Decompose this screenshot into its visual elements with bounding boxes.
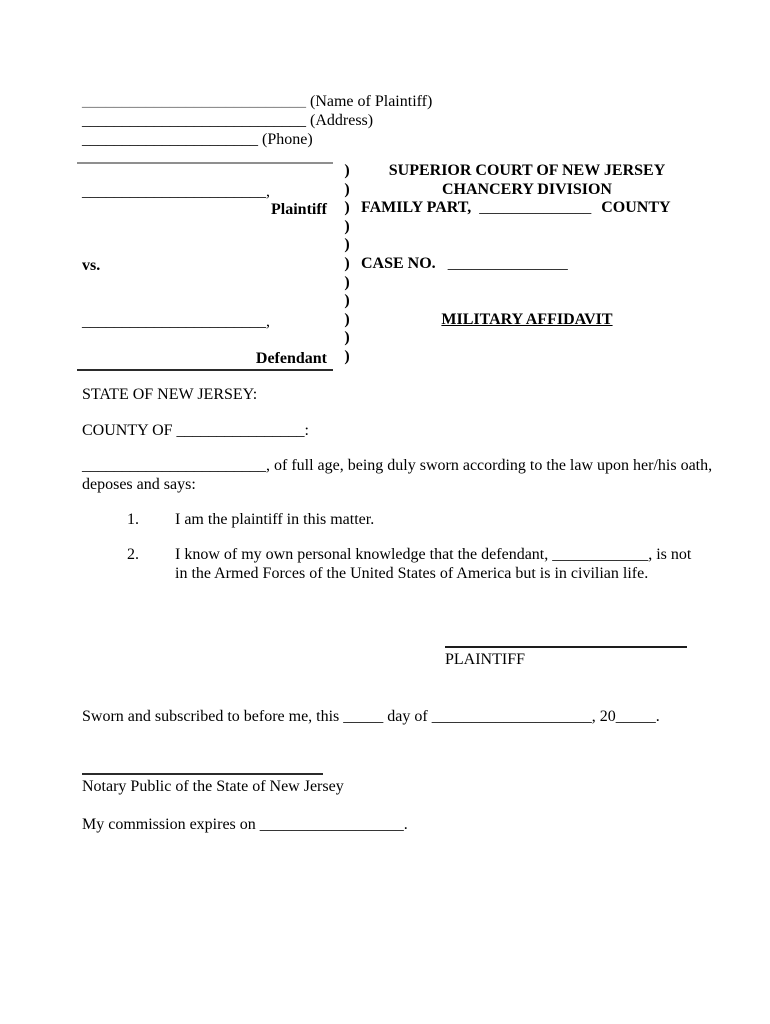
caption-right-spacer <box>361 348 693 367</box>
caption-right-spacer <box>361 218 693 237</box>
defendant-label: Defendant <box>255 349 327 367</box>
notary-title-line: Notary Public of the State of New Jersey <box>82 778 344 795</box>
oath-line-2: deposes and says: <box>82 475 196 493</box>
caption-parties-column <box>77 162 333 371</box>
caption-right-spacer <box>361 329 693 348</box>
caption-bracket: ) <box>344 347 350 365</box>
name-blank-line: ____________________________ <box>82 93 306 110</box>
caption-bracket: ) <box>344 236 350 254</box>
plaintiff-signature-block <box>445 646 687 669</box>
caption-bracket-column <box>333 162 361 371</box>
oath-paragraph <box>82 457 713 494</box>
caption-left-spacer <box>77 276 333 295</box>
county-blank-line: ______________ <box>479 199 592 217</box>
address-label: (Address) <box>310 112 374 129</box>
caption-right-spacer <box>361 274 693 293</box>
plaintiff-label: Plaintiff <box>271 201 327 219</box>
defendant-name-blank: _______________________, <box>82 312 270 330</box>
caption-bracket: ) <box>344 329 350 347</box>
phone-line <box>82 130 432 149</box>
phone-blank-line: ______________________ <box>82 131 258 148</box>
case-caption <box>77 162 693 371</box>
numbered-item-1 <box>82 511 694 530</box>
sworn-statement-line: Sworn and subscribed to before me, this _____ day of ____________________, 20_____. <box>82 708 660 725</box>
address-blank-line: ____________________________ <box>82 112 306 129</box>
commission-expiration-line: My commission expires on __________________. <box>82 815 408 833</box>
item-text <box>175 511 694 530</box>
caption-right-spacer <box>361 292 693 311</box>
caption-bracket: ) <box>344 254 350 272</box>
court-name: SUPERIOR COURT OF NEW JERSEY <box>388 162 666 179</box>
caption-left-spacer <box>77 238 333 257</box>
family-part-label: FAMILY PART, <box>361 199 472 217</box>
caption-bracket: ) <box>344 180 350 198</box>
plaintiff-name-blank: _______________________, <box>82 182 270 200</box>
caption-left-spacer <box>77 331 333 350</box>
oath-line-1: _______________________, of full age, being duly sworn according to the law upon her/his oath, <box>82 457 713 475</box>
item-text <box>175 546 694 583</box>
versus-label: vs. <box>82 256 101 274</box>
caption-left-spacer <box>77 294 333 313</box>
caption-bracket: ) <box>344 310 350 328</box>
case-no-label: CASE NO. <box>361 254 436 272</box>
address-line <box>82 111 432 130</box>
caption-bracket: ) <box>344 162 350 179</box>
name-of-plaintiff-line <box>82 92 432 111</box>
numbered-item-2 <box>82 546 694 583</box>
court-division: CHANCERY DIVISION <box>442 180 612 198</box>
item-1-line-1: I am the plaintiff in this matter. <box>175 511 375 529</box>
county-word: COUNTY <box>601 199 671 217</box>
caption-left-spacer <box>77 164 333 183</box>
affidavit-body <box>82 386 713 599</box>
state-line: STATE OF NEW JERSEY: <box>82 386 258 403</box>
case-no-blank-line: _______________ <box>447 254 568 272</box>
county-line: COUNTY OF ________________: <box>82 421 309 439</box>
caption-bracket: ) <box>344 199 350 217</box>
item-2-line-1: I know of my own personal knowledge that the defendant, ____________, is not <box>175 545 692 563</box>
caption-court-column <box>361 162 693 371</box>
notary-block <box>82 773 408 834</box>
caption-bracket: ) <box>344 292 350 310</box>
phone-label: (Phone) <box>262 131 313 148</box>
caption-bracket: ) <box>344 273 350 291</box>
name-label: (Name of Plaintiff) <box>310 93 433 110</box>
document-title: MILITARY AFFIDAVIT <box>441 310 613 328</box>
plaintiff-contact-block <box>82 92 432 149</box>
caption-bracket: ) <box>344 217 350 235</box>
item-number: 2. <box>127 545 139 563</box>
case-number-line <box>361 255 693 274</box>
caption-right-spacer <box>361 236 693 255</box>
item-2-line-2: in the Armed Forces of the United States of America but is in civilian life. <box>175 564 649 582</box>
plaintiff-signature-label: PLAINTIFF <box>445 651 526 668</box>
caption-left-spacer <box>77 220 333 239</box>
item-number: 1. <box>127 511 139 529</box>
family-part-line <box>361 199 693 218</box>
